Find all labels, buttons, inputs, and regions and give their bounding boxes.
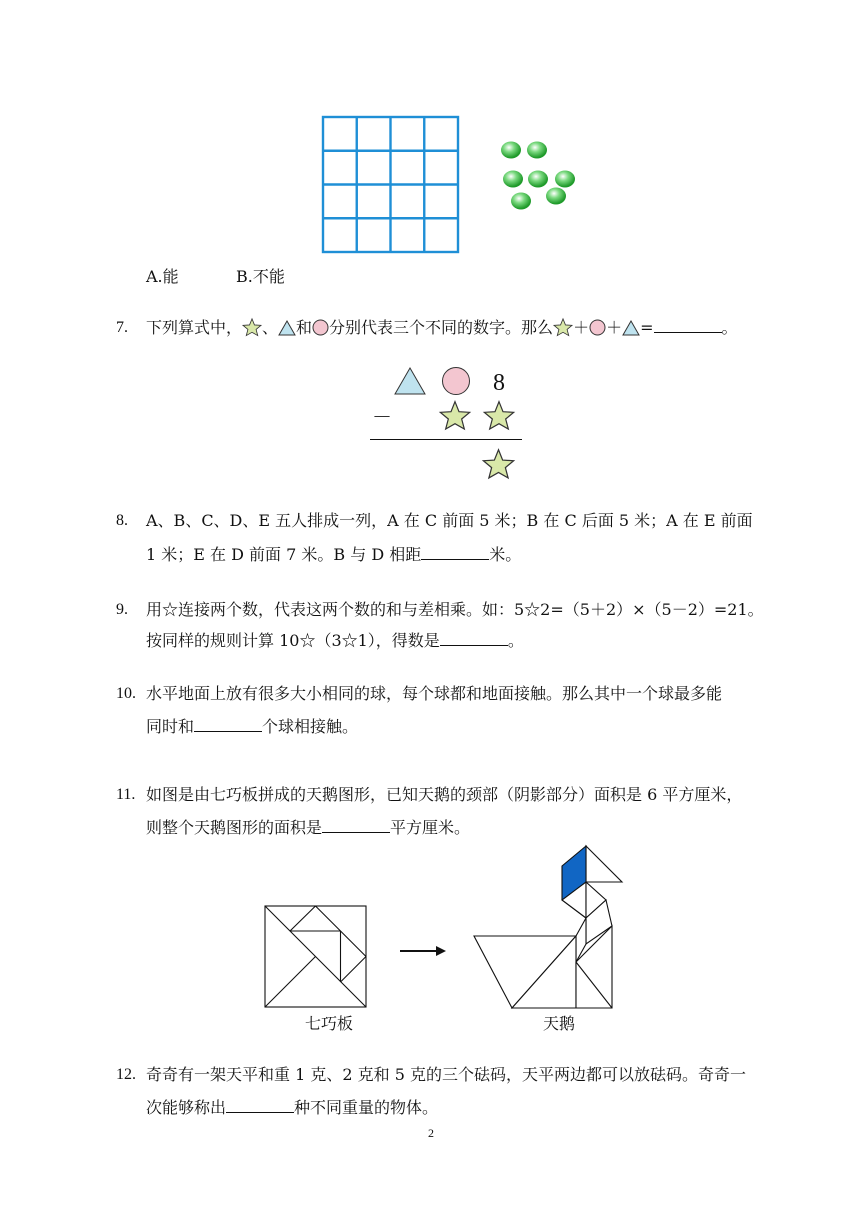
green-balls-figure xyxy=(498,138,578,213)
green-ball xyxy=(501,142,521,159)
question-9-line1: 用☆连接两个数，代表这两个数的和与差相乘。如：5☆2=（5＋2）×（5－2）=21。 xyxy=(146,600,764,619)
arrow-right-icon xyxy=(400,944,446,958)
star-icon xyxy=(483,400,515,430)
circle-icon xyxy=(589,319,606,336)
green-ball xyxy=(503,171,523,188)
answer-blank[interactable] xyxy=(194,717,262,732)
question-number: 8. xyxy=(116,512,128,529)
tangram-square-figure xyxy=(264,905,368,1009)
star-icon xyxy=(439,400,471,430)
question-10-line1: 水平地面上放有很多大小相同的球，每个球都和地面接触。那么其中一个球最多能 xyxy=(146,684,723,703)
caption-swan: 天鹅 xyxy=(543,1014,576,1033)
star-icon xyxy=(242,318,262,336)
question-number: 11. xyxy=(116,786,136,803)
green-ball xyxy=(528,171,548,188)
question-number: 12. xyxy=(116,1066,136,1083)
question-12-line1: 奇奇有一架天平和重 1 克、2 克和 5 克的三个砝码，天平两边都可以放砝码。奇奇一 xyxy=(146,1065,746,1084)
option-a: A.能 xyxy=(146,267,179,286)
green-ball-group xyxy=(501,142,575,210)
question-7-line: 下列算式中， 、 和 分别代表三个不同的数字。那么 ＋ ＋ = 。 xyxy=(146,318,738,337)
star-icon xyxy=(482,448,515,479)
grid-4x4-figure xyxy=(322,116,460,254)
triangle-icon xyxy=(394,367,426,395)
green-ball xyxy=(555,171,575,188)
answer-blank[interactable] xyxy=(421,545,489,560)
question-number: 7. xyxy=(116,319,128,336)
answer-blank[interactable] xyxy=(654,318,722,333)
green-ball xyxy=(546,188,566,205)
option-b: B.不能 xyxy=(236,267,285,286)
digit-eight: 8 xyxy=(493,370,505,396)
question-11-line2: 则整个天鹅图形的面积是 平方厘米。 xyxy=(146,818,471,837)
caption-tangram: 七巧板 xyxy=(305,1014,354,1033)
tangram-swan-figure xyxy=(472,844,624,1010)
circle-icon xyxy=(312,319,329,336)
answer-blank[interactable] xyxy=(226,1098,294,1113)
triangle-icon xyxy=(622,320,640,336)
page-number: 2 xyxy=(428,1126,434,1140)
answer-blank[interactable] xyxy=(322,818,390,833)
question-11-line1: 如图是由七巧板拼成的天鹅图形，已知天鹅的颈部（阴影部分）面积是 6 平方厘米， xyxy=(146,785,743,804)
question-10-line2: 同时和 个球相接触。 xyxy=(146,717,359,736)
question-8-line2: 1 米；E 在 D 前面 7 米。B 与 D 相距 米。 xyxy=(146,545,522,564)
green-ball xyxy=(511,193,531,210)
minus-sign: － xyxy=(372,405,392,429)
circle-icon xyxy=(441,366,471,396)
question-9-line2: 按同样的规则计算 10☆（3☆1），得数是 。 xyxy=(146,631,524,650)
answer-blank[interactable] xyxy=(440,631,508,646)
question-number: 9. xyxy=(116,601,128,618)
question-8-line1: A、B、C、D、E 五人排成一列，A 在 C 前面 5 米；B 在 C 后面 5 米；A 在 E 前面 xyxy=(146,511,753,530)
subtraction-rule xyxy=(370,439,522,440)
question-12-line2: 次能够称出 种不同重量的物体。 xyxy=(146,1098,439,1117)
star-icon xyxy=(553,318,573,336)
green-ball xyxy=(527,142,547,159)
question-number: 10. xyxy=(116,685,136,702)
triangle-icon xyxy=(278,320,296,336)
